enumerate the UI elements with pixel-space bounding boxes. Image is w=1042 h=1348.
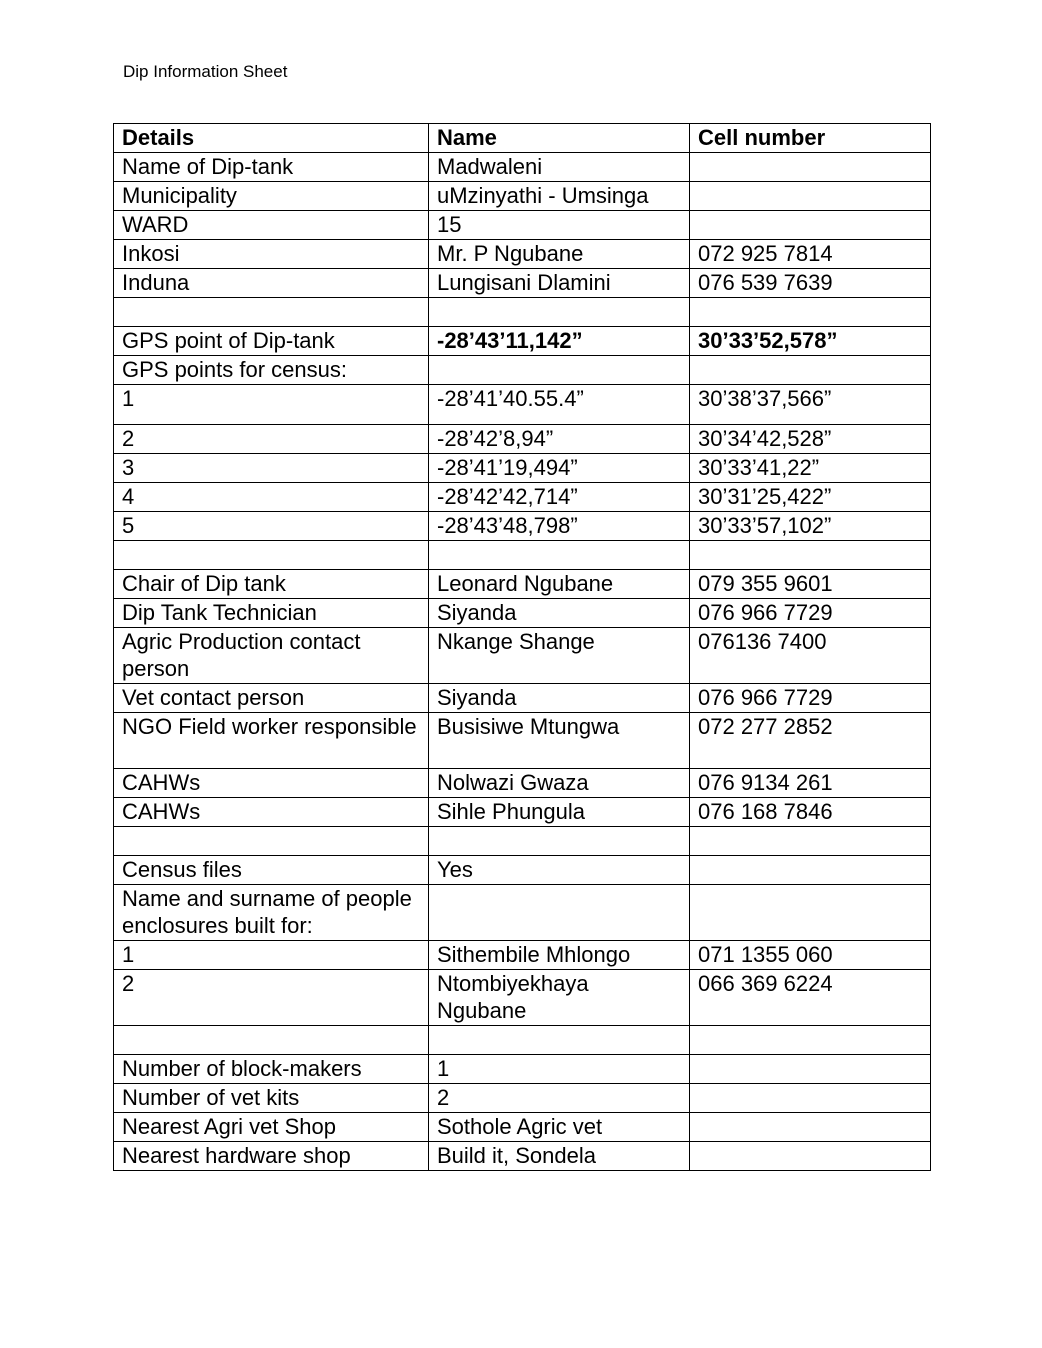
table-row xyxy=(114,1113,931,1142)
name-cell: Leonard Ngubane xyxy=(429,570,690,599)
table-row xyxy=(114,425,931,454)
details-cell xyxy=(114,541,429,570)
details-cell: 5 xyxy=(114,512,429,541)
details-cell: GPS points for census: xyxy=(114,356,429,385)
column-header-details: Details xyxy=(114,124,429,153)
page-title: Dip Information Sheet xyxy=(123,62,288,81)
cell-number-cell: 30’33’52,578” xyxy=(690,327,931,356)
table-row xyxy=(114,385,931,425)
name-cell: Sihle Phungula xyxy=(429,798,690,827)
details-cell: 4 xyxy=(114,483,429,512)
cell-number-cell xyxy=(690,1026,931,1055)
table-row xyxy=(114,240,931,269)
table-row xyxy=(114,182,931,211)
details-cell: 1 xyxy=(114,385,429,425)
name-cell: -28’41’40.55.4” xyxy=(429,385,690,425)
name-cell xyxy=(429,298,690,327)
table-row xyxy=(114,483,931,512)
cell-number-cell: 076 966 7729 xyxy=(690,599,931,628)
table-row xyxy=(114,211,931,240)
cell-number-cell: 30’38’37,566” xyxy=(690,385,931,425)
name-cell: 1 xyxy=(429,1055,690,1084)
details-cell: Induna xyxy=(114,269,429,298)
table-header-row xyxy=(114,124,931,153)
details-cell: GPS point of Dip-tank xyxy=(114,327,429,356)
details-cell: Municipality xyxy=(114,182,429,211)
cell-number-cell xyxy=(690,1084,931,1113)
name-cell: -28’41’19,494” xyxy=(429,454,690,483)
name-cell: 2 xyxy=(429,1084,690,1113)
details-cell xyxy=(114,827,429,856)
cell-number-cell xyxy=(690,885,931,941)
name-cell: Mr. P Ngubane xyxy=(429,240,690,269)
name-cell: Sothole Agric vet xyxy=(429,1113,690,1142)
name-cell xyxy=(429,885,690,941)
name-cell: Madwaleni xyxy=(429,153,690,182)
table-row xyxy=(114,269,931,298)
table-row xyxy=(114,941,931,970)
details-cell: Number of vet kits xyxy=(114,1084,429,1113)
name-cell xyxy=(429,356,690,385)
table-row xyxy=(114,713,931,769)
details-cell: CAHWs xyxy=(114,798,429,827)
table-row xyxy=(114,856,931,885)
name-cell: Nolwazi Gwaza xyxy=(429,769,690,798)
details-cell: Dip Tank Technician xyxy=(114,599,429,628)
name-cell: Lungisani Dlamini xyxy=(429,269,690,298)
table-row xyxy=(114,512,931,541)
cell-number-cell xyxy=(690,827,931,856)
details-cell: Nearest hardware shop xyxy=(114,1142,429,1171)
cell-number-cell: 076 966 7729 xyxy=(690,684,931,713)
name-cell: Siyanda xyxy=(429,599,690,628)
table-row xyxy=(114,298,931,327)
column-header-name: Name xyxy=(429,124,690,153)
cell-number-cell: 072 925 7814 xyxy=(690,240,931,269)
details-cell: WARD xyxy=(114,211,429,240)
table-row xyxy=(114,684,931,713)
name-cell: Ntombiyekhaya Ngubane xyxy=(429,970,690,1026)
cell-number-cell xyxy=(690,1055,931,1084)
cell-number-cell: 30’31’25,422” xyxy=(690,483,931,512)
name-cell: -28’42’8,94” xyxy=(429,425,690,454)
cell-number-cell: 30’34’42,528” xyxy=(690,425,931,454)
details-cell: Number of block-makers xyxy=(114,1055,429,1084)
column-header-cell-number: Cell number xyxy=(690,124,931,153)
table-row xyxy=(114,1026,931,1055)
name-cell: -28’43’11,142” xyxy=(429,327,690,356)
cell-number-cell xyxy=(690,182,931,211)
cell-number-cell: 071 1355 060 xyxy=(690,941,931,970)
cell-number-cell: 076136 7400 xyxy=(690,628,931,684)
table-row xyxy=(114,885,931,941)
details-cell: Nearest Agri vet Shop xyxy=(114,1113,429,1142)
cell-number-cell: 079 355 9601 xyxy=(690,570,931,599)
cell-number-cell xyxy=(690,856,931,885)
name-cell: Busisiwe Mtungwa xyxy=(429,713,690,769)
cell-number-cell xyxy=(690,153,931,182)
cell-number-cell: 076 168 7846 xyxy=(690,798,931,827)
cell-number-cell xyxy=(690,356,931,385)
name-cell: Build it, Sondela xyxy=(429,1142,690,1171)
name-cell: Nkange Shange xyxy=(429,628,690,684)
cell-number-cell: 30’33’41,22” xyxy=(690,454,931,483)
name-cell: Siyanda xyxy=(429,684,690,713)
name-cell: Sithembile Mhlongo xyxy=(429,941,690,970)
details-cell: Agric Production contact person xyxy=(114,628,429,684)
details-cell xyxy=(114,1026,429,1055)
name-cell: -28’42’42,714” xyxy=(429,483,690,512)
name-cell: -28’43’48,798” xyxy=(429,512,690,541)
table-row xyxy=(114,1055,931,1084)
name-cell: 15 xyxy=(429,211,690,240)
table-row xyxy=(114,827,931,856)
table-row xyxy=(114,628,931,684)
details-cell: Name and surname of people enclosures built for: xyxy=(114,885,429,941)
name-cell: Yes xyxy=(429,856,690,885)
table-row xyxy=(114,1084,931,1113)
details-cell: Vet contact person xyxy=(114,684,429,713)
table-row xyxy=(114,454,931,483)
table-row xyxy=(114,599,931,628)
details-cell: Inkosi xyxy=(114,240,429,269)
table-row xyxy=(114,1142,931,1171)
cell-number-cell xyxy=(690,1142,931,1171)
details-cell: CAHWs xyxy=(114,769,429,798)
table-row xyxy=(114,570,931,599)
details-cell xyxy=(114,298,429,327)
details-cell: Name of Dip-tank xyxy=(114,153,429,182)
name-cell xyxy=(429,1026,690,1055)
details-cell: Census files xyxy=(114,856,429,885)
cell-number-cell: 076 9134 261 xyxy=(690,769,931,798)
table-row xyxy=(114,798,931,827)
cell-number-cell: 072 277 2852 xyxy=(690,713,931,769)
name-cell xyxy=(429,541,690,570)
table-row xyxy=(114,970,931,1026)
details-cell: 1 xyxy=(114,941,429,970)
cell-number-cell: 076 539 7639 xyxy=(690,269,931,298)
details-cell: 2 xyxy=(114,970,429,1026)
table-row xyxy=(114,769,931,798)
cell-number-cell xyxy=(690,298,931,327)
cell-number-cell: 30’33’57,102” xyxy=(690,512,931,541)
table-row xyxy=(114,153,931,182)
details-cell: Chair of Dip tank xyxy=(114,570,429,599)
dip-info-table xyxy=(113,123,931,1171)
cell-number-cell xyxy=(690,541,931,570)
cell-number-cell xyxy=(690,211,931,240)
cell-number-cell: 066 369 6224 xyxy=(690,970,931,1026)
details-cell: 2 xyxy=(114,425,429,454)
table-row xyxy=(114,356,931,385)
table-row xyxy=(114,541,931,570)
cell-number-cell xyxy=(690,1113,931,1142)
name-cell xyxy=(429,827,690,856)
details-cell: 3 xyxy=(114,454,429,483)
name-cell: uMzinyathi - Umsinga xyxy=(429,182,690,211)
table-row xyxy=(114,327,931,356)
details-cell: NGO Field worker responsible xyxy=(114,713,429,769)
